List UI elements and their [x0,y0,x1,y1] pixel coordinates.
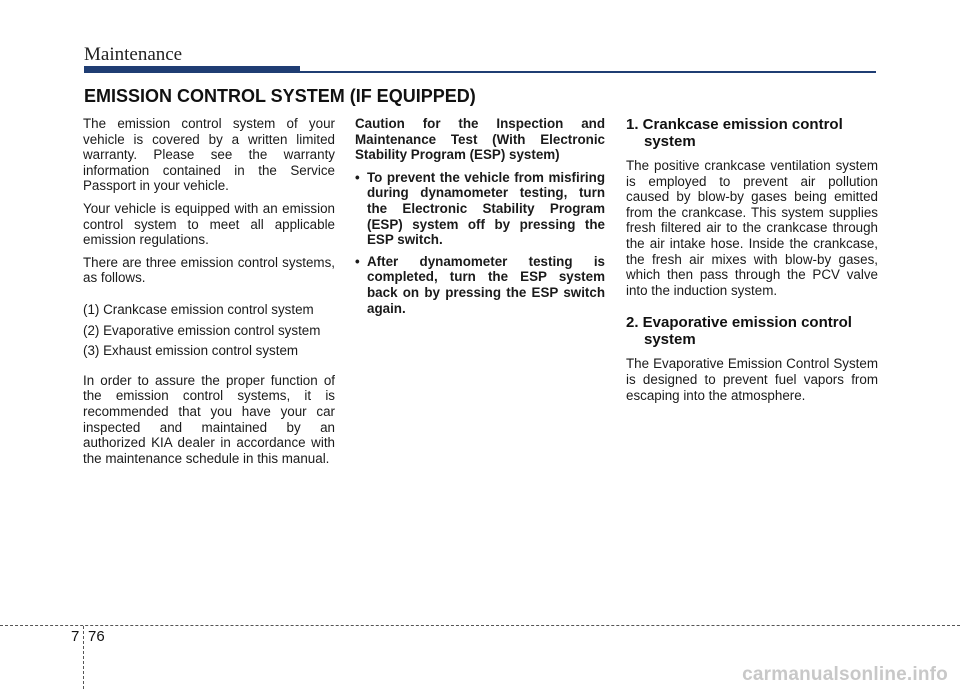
maintenance-paragraph: In order to assure the proper function of the emission control systems, it is recommended that you have your car inspected and maintained by an authorized KIA dealer in accordance with the maintenance schedule in this manual. [83,372,335,466]
warranty-paragraph: The emission control system of your vehicle is covered by a written limited warranty. Please see the warranty information contained in the Service Passport in your vehicle. [83,116,335,194]
systems-intro-paragraph: There are three emission control systems, as follows. [83,254,335,286]
column-caution [355,116,605,322]
system-list-item: (3) Exhaust emission control system [83,343,299,359]
footer-rule [0,625,960,626]
section-title: EMISSION CONTROL SYSTEM (IF EQUIPPED) [84,86,476,106]
equipment-paragraph: Your vehicle is equipped with an emission control system to meet all applicable emission regulations. [83,200,335,248]
bullet-icon: • [355,253,360,269]
caution-bullet-item [355,254,605,316]
header-title: Maintenance [84,44,183,65]
bullet-icon: • [355,169,360,185]
caution-list [355,170,605,316]
watermark: carmanualsonline.info [742,664,948,685]
crankcase-paragraph: The positive crankcase ventilation system is employed to prevent air pollution caused by blow-by gases being emitted from the crankcase. This system supplies fresh filtered air to the crankcase through the air intake hose. Inside the crankcase, the fresh air mixes with blow-by gases, which then pass through the PCV valve into the induction system. [626,158,878,298]
system-list-item: (2) Evaporative emission control system [83,322,321,338]
evaporative-paragraph: The Evaporative Emission Control System is designed to prevent fuel vapors from escaping into the atmosphere. [626,356,878,403]
page-number: 76 [88,628,105,645]
footer-divider [83,626,84,689]
evaporative-heading: 2. Evaporative emission control system [626,314,852,349]
header-accent-bar [84,66,300,73]
system-list-item: (1) Crankcase emission control system [83,301,314,317]
chapter-number: 7 [71,628,80,645]
column-intro [83,116,335,473]
caution-heading: Caution for the Inspection and Maintenance Test (With Electronic Stability Program (ESP) system) [355,116,605,163]
column-systems [626,116,878,410]
crankcase-heading: 1. Crankcase emission control system [626,116,843,150]
caution-bullet-text: After dynamometer testing is completed, turn the ESP system back on by pressing the ESP switch again. [367,253,605,316]
caution-bullet-item [355,170,605,248]
header-rule [300,71,876,73]
caution-bullet-text: To prevent the vehicle from misfiring during dynamometer testing, turn the Electronic Stability Program (ESP) system off by pressing the ESP switch. [367,169,605,248]
